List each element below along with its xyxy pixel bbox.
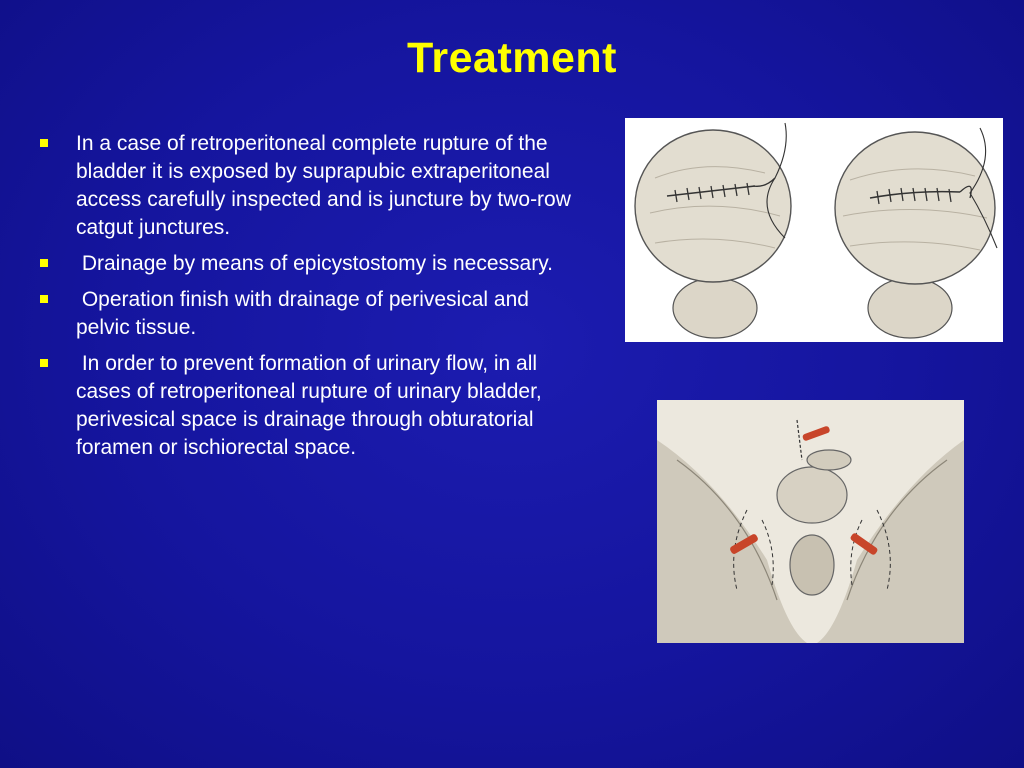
bladder-suture-illustration xyxy=(625,118,1003,342)
bullet-item xyxy=(40,250,600,278)
bullet-text: Drainage by means of epicystostomy is necessary. xyxy=(76,252,553,275)
slide-title: Treatment xyxy=(406,34,617,82)
bullet-text: Operation finish with drainage of perivesical and pelvic tissue. xyxy=(76,288,535,339)
bullet-list xyxy=(40,130,600,470)
square-bullet-icon xyxy=(40,139,48,147)
bullet-item xyxy=(40,286,600,342)
square-bullet-icon xyxy=(40,359,48,367)
bladder-suture-drawing xyxy=(625,118,1003,342)
bullet-item xyxy=(40,350,600,462)
pelvic-drainage-drawing xyxy=(657,400,964,643)
square-bullet-icon xyxy=(40,259,48,267)
bullet-text: In a case of retroperitoneal complete rupture of the bladder it is exposed by suprapubic extraperitoneal access carefully inspected and is juncture by two-row catgut junctures. xyxy=(76,132,577,239)
pelvic-drainage-illustration xyxy=(657,400,964,643)
bullet-item xyxy=(40,130,600,242)
bullet-text: In order to prevent formation of urinary flow, in all cases of retroperitoneal rupture of urinary bladder, perivesical space is drainage through obturatorial foramen or ischiorectal space. xyxy=(76,352,548,459)
square-bullet-icon xyxy=(40,295,48,303)
